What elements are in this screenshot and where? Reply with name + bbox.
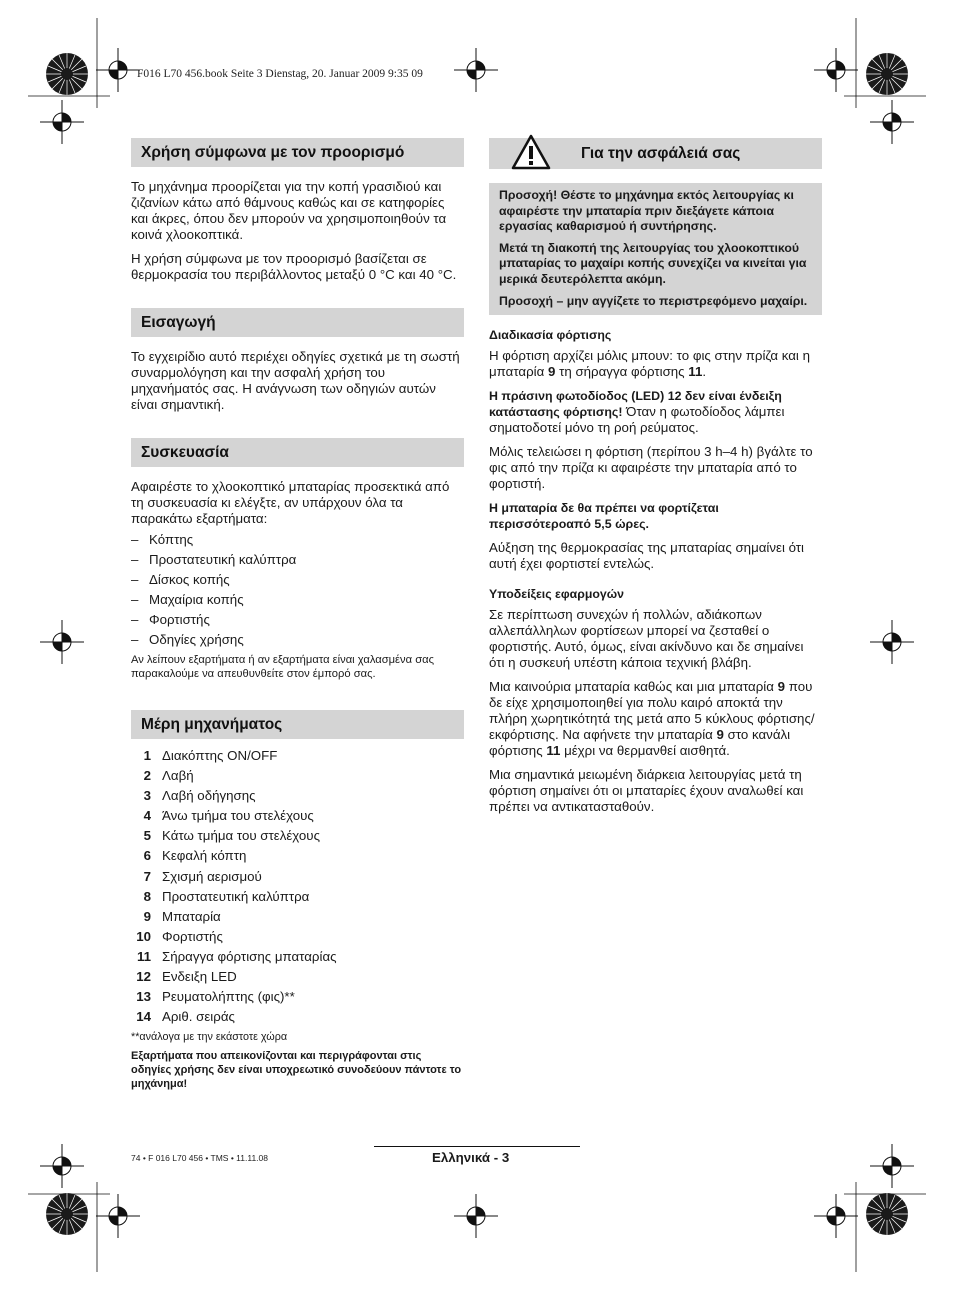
list-item: – Οδηγίες χρήσης — [131, 632, 244, 647]
packaging-note: Αν λείπουν εξαρτήματα ή αν εξαρτήματα είναι χαλασμένα σας παρακαλούμε να απευθυνθείτε στον έμπορό σας. — [131, 654, 434, 680]
right-column — [489, 138, 822, 823]
packaging-list — [131, 531, 464, 651]
list-item: 14 Αριθ. σειράς — [136, 1009, 235, 1025]
list-item: 9 Μπαταρία — [143, 908, 221, 924]
footer-print-info: 74 • F 016 L70 456 • TMS • 11.11.08 — [131, 1153, 268, 1163]
parts-list — [131, 747, 464, 1028]
section-title-safety — [489, 138, 822, 169]
tips-paragraph-3: Μια σημαντικά μειωμένη διάρκεια λειτουργίας μετά τη φόρτιση σημαίνει ότι οι μπαταρίες έχουν αναλωθεί και πρέπει να αντικατασταθούν. — [489, 767, 804, 815]
section-title-packaging: Συσκευασία — [131, 438, 464, 467]
list-item: 6 Κεφαλή κόπτη — [143, 848, 247, 864]
list-item: 10 Φορτιστής — [136, 928, 223, 944]
list-item: – Φορτιστής — [131, 612, 210, 627]
list-item: 3 Λαβή οδήγησης — [143, 788, 256, 804]
list-item: 8 Προστατευτική καλύπτρα — [143, 888, 310, 904]
safety-warning-2: Μετά τη διακοπή της λειτουργίας του χλοοκοπτικού μπαταρίας το μαχαίρι κοπής συνεχίζει να κινείται για μερικά δευτερόλεπτα ακόμη. — [499, 240, 807, 286]
warning-triangle-icon — [511, 134, 551, 170]
list-item: – Κόπτης — [131, 532, 194, 547]
section-title-parts: Μέρη μηχανήματος — [131, 710, 464, 739]
list-item: 7 Σχισμή αερισμού — [143, 868, 262, 884]
intended-use-paragraph-1: Το μηχάνημα προορίζεται για την κοπή γρασιδιού και ζιζανίων κάτω από θάμνους καθώς και σε κατηφορίες και άκρες, όπου δεν μπορούν να χρησιμοποιηθούν τα κοινά χλοοκοπτικά. — [131, 179, 447, 242]
section-title-intended-use: Χρήση σύμφωνα με τον προορισμό — [131, 138, 464, 167]
charging-paragraph-2: Η πράσινη φωτοδίοδος (LED) 12 δεν είναι ένδειξη κατάστασης φόρτισης! Όταν η φωτοδίοδος λάμπει σηματοδοτεί μόνο τη ροή ρεύματος. — [489, 389, 785, 436]
list-item: 2 Λαβή — [143, 768, 194, 784]
section-title-introduction: Εισαγωγή — [131, 308, 464, 337]
charging-paragraph-5: Αύξηση της θερμοκρασίας της μπαταρίας σημαίνει ότι αυτή έχει φορτιστεί εντελώς. — [489, 540, 805, 572]
list-item: 13 Ρευματολήπτης (φις)** — [136, 989, 295, 1005]
packaging-paragraph: Αφαιρέστε το χλοοκοπτικό μπαταρίας προσεκτικά από τη συσκευασία κι ελέγξτε, αν υπάρχουν όλα τα παρακάτω εξαρτήματα: — [131, 479, 450, 526]
parts-bold-note: Εξαρτήματα που απεικονίζονται και περιγράφονται στις οδηγίες χρήσης δεν είναι υποχρεωτικό συνοδεύουν πάντοτε το μηχάνημα! — [131, 1050, 462, 1090]
tips-paragraph-2: Μια καινούρια μπαταρία καθώς και μια μπαταρία 9 που δε είχε χρησιμοποιηθεί για πολυ καιρό αποκτά την πλήρη χωρητικότητά της μετά απο 5 κύκλους φόρτισης/εκφόρτισης. Να αφήνετε την μπαταρία 9 στο κανάλι φόρτισης 11 μέχρι να θερμανθεί αισθητά. — [489, 679, 815, 759]
charging-paragraph-1: Η φόρτιση αρχίζει μόλις μπουν: το φις στην πρίζα και η μπαταρία 9 τη σήραγγα φόρτισης 11. — [489, 348, 810, 380]
list-item: – Μαχαίρια κοπής — [131, 592, 244, 607]
list-item: 12 Ενδειξη LED — [136, 969, 237, 985]
parts-footnote: **ανάλογα με την εκάστοτε χώρα — [131, 1031, 288, 1044]
list-item: – Προστατευτική καλύπτρα — [131, 552, 297, 567]
intended-use-paragraph-2: Η χρήση σύμφωνα με τον προορισμό βασίζεται σε θερμοκρασία του περιβάλλοντος μεταξύ 0 °C και 40 °C. — [131, 251, 457, 282]
charging-heading: Διαδικασία φόρτισης — [489, 328, 612, 343]
safety-title-text: Για την ασφάλειά σας — [581, 145, 741, 162]
tips-paragraph-1: Σε περίπτωση συνεχών ή πολλών, αδιάκοπων αλλεπάλληλων φορτίσεων μπορεί να ζεσταθεί ο φορτιστής. Αυτό, όμως, είναι ακίνδυνο και δε σημαίνει ότι η συσκευή υπέστη κάποια τεχνική βλάβη. — [489, 607, 804, 671]
footer-divider — [374, 1146, 580, 1147]
safety-warning-1: Προσοχή! Θέστε το μηχάνημα εκτός λειτουργίας κι αφαιρέστε την μπαταρία πριν διεξάγετε κάποια εργασίας καθαρισμού ή συντήρησης. — [499, 188, 794, 234]
tips-heading: Υποδείξεις εφαρμογών — [489, 587, 624, 602]
list-item: – Δίσκος κοπής — [131, 572, 230, 587]
charging-paragraph-3: Μόλις τελειώσει η φόρτιση (περίπου 3 h–4 h) βγάλτε το φις από την πρίζα κι αφαιρέστε την μπαταρία από το φορτιστή. — [489, 444, 813, 492]
introduction-paragraph: Το εγχειρίδιο αυτό περιέχει οδηγίες σχετικά με τη σωστή συναρμολόγηση και την ασφαλή χρήση του μηχανήματός σας. Η ανάγνωση των οδηγιών αυτών είναι σημαντική. — [131, 349, 460, 412]
safety-warning-box — [489, 183, 822, 315]
list-item: 5 Κάτω τμήμα του στελέχους — [143, 828, 320, 844]
left-column — [131, 138, 464, 1099]
list-item: 4 Άνω τμήμα του στελέχους — [143, 808, 314, 824]
list-item: 11 Σήραγγα φόρτισης μπαταρίας — [136, 948, 337, 964]
list-item: 1 Διακόπτης ON/OFF — [143, 748, 278, 763]
charging-paragraph-4: Η μπαταρία δε θα πρέπει να φορτίζεται περισσότεροαπό 5,5 ώρες. — [489, 501, 719, 532]
book-info-header: F016 L70 456.book Seite 3 Dienstag, 20. Januar 2009 9:35 09 — [137, 68, 423, 80]
footer-page-label: Ελληνικά - 3 — [432, 1150, 510, 1165]
safety-warning-3: Προσοχή – μην αγγίζετε το περιστρεφόμενο μαχαίρι. — [499, 293, 808, 308]
